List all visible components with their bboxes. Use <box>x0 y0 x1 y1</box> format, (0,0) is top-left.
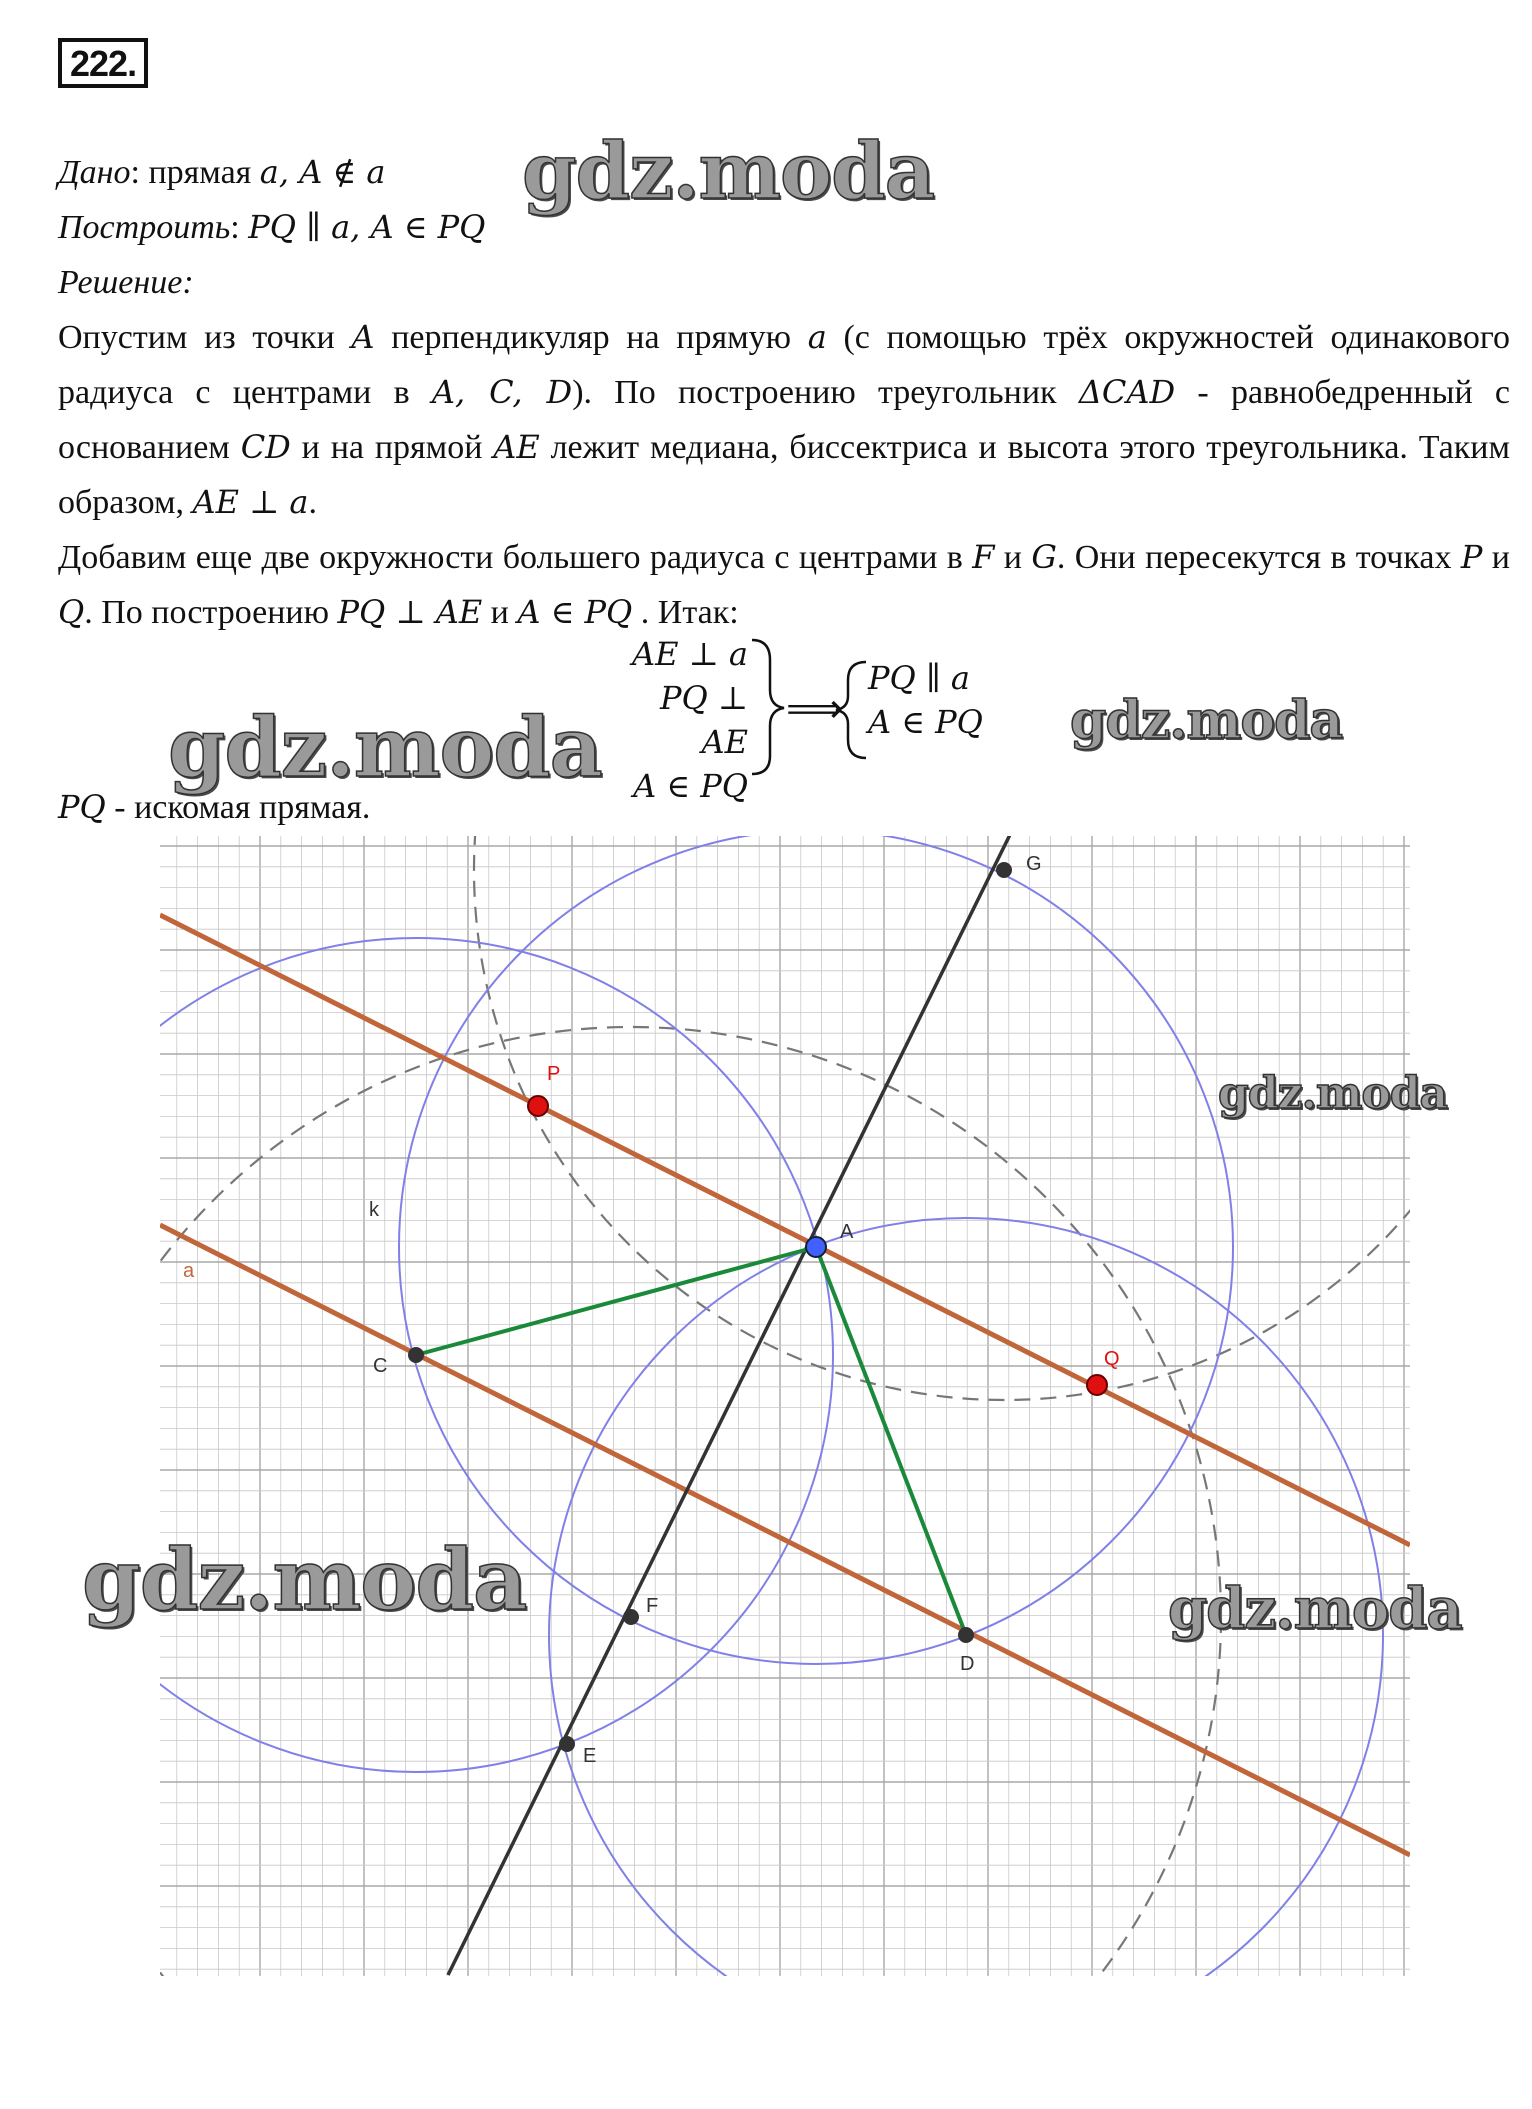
system-right-line-1: PQ ∥ a <box>868 659 970 697</box>
label-f: F <box>646 1595 659 1617</box>
point-q <box>1087 1375 1107 1395</box>
solution-label: Решение: <box>58 264 194 301</box>
point-c <box>408 1347 424 1363</box>
label-e: E <box>583 1745 597 1767</box>
system-left-line-3: A ∈ PQ <box>633 767 748 805</box>
point-p <box>528 1096 548 1116</box>
label-c: C <box>373 1355 388 1377</box>
system-right-line-2: A ∈ PQ <box>868 703 983 741</box>
line-ae <box>448 790 1032 1975</box>
segment-ac <box>416 1247 816 1355</box>
construct-math: PQ ∥ a, A ∈ PQ <box>248 208 486 246</box>
given-math: a, A ∉ a <box>259 153 386 191</box>
system-left-line-1: AE ⊥ a <box>632 635 748 673</box>
point-a <box>806 1237 826 1257</box>
watermark-2: gdz.moda <box>168 700 602 796</box>
figure-body <box>0 340 1532 2109</box>
segment-ad <box>816 1247 966 1635</box>
system-left-line-2: PQ ⊥ AE <box>659 679 748 761</box>
label-d: D <box>960 1653 975 1675</box>
watermark-5: gdz.moda <box>82 1530 527 1629</box>
point-f <box>623 1609 639 1625</box>
given-label: Дано <box>58 154 131 191</box>
label-k: k <box>369 1199 379 1221</box>
watermark-1: gdz.moda <box>522 126 935 217</box>
problem-number: 222. <box>58 38 148 88</box>
conclusion-math: PQ <box>58 788 106 826</box>
line-pq <box>160 915 1410 1545</box>
watermark-6: gdz.moda <box>1168 1576 1462 1642</box>
given-text: : прямая <box>130 154 260 191</box>
construct-label: Построить <box>58 209 231 246</box>
construct-text: : <box>230 209 249 246</box>
paragraph-1: Опустим из точки A перпендикуляр на прямую a (с помощью трёх окружностей одинакового радиуса с центрами в A, C, D). По построению треугольник ΔCAD - равнобедренный с основанием CD и на прямой AE лежит медиана, биссектриса и высота этого треугольника. Таким образом, AE ⊥ a. <box>58 318 1511 521</box>
paragraph-2: Добавим еще две окружности большего радиуса с центрами в F и G. Они пересекутся в точках P и Q. По построению PQ ⊥ AE и A ∈ PQ . Итак: <box>58 538 1510 631</box>
watermark-3: gdz.moda <box>1070 690 1343 751</box>
point-e <box>559 1736 575 1752</box>
label-q: Q <box>1104 1348 1120 1370</box>
label-p: P <box>547 1063 561 1085</box>
label-a-line: a <box>183 1260 195 1282</box>
label-a: A <box>840 1221 854 1243</box>
label-g: G <box>1026 853 1042 875</box>
implies-arrow: ⟹ <box>786 686 844 732</box>
point-g <box>996 862 1012 878</box>
point-d <box>958 1627 974 1643</box>
watermark-4: gdz.moda <box>1218 1068 1448 1119</box>
conclusion-text: - искомая прямая. <box>105 789 371 826</box>
